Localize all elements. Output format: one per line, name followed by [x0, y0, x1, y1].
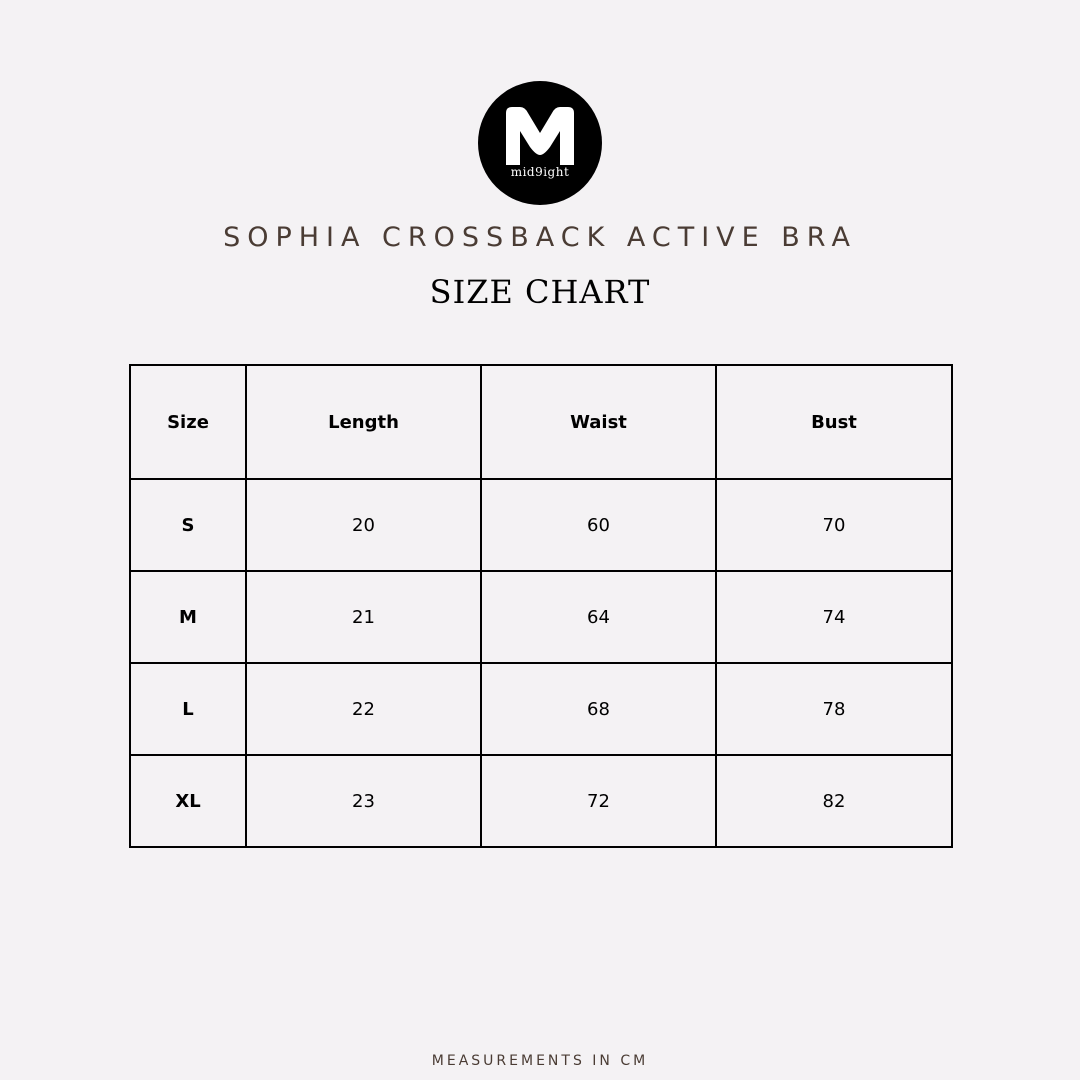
table-header-row	[130, 365, 952, 479]
bust-cell: 78	[716, 663, 952, 755]
bust-cell: 74	[716, 571, 952, 663]
logo-m-mark-icon	[478, 81, 602, 205]
table-row	[130, 663, 952, 755]
waist-cell: 64	[481, 571, 716, 663]
length-cell: 22	[246, 663, 481, 755]
length-cell: 21	[246, 571, 481, 663]
bust-cell: 82	[716, 755, 952, 847]
column-header-size: Size	[130, 365, 246, 479]
length-cell: 23	[246, 755, 481, 847]
size-cell: L	[130, 663, 246, 755]
waist-cell: 60	[481, 479, 716, 571]
size-cell: XL	[130, 755, 246, 847]
bust-cell: 70	[716, 479, 952, 571]
table-row	[130, 755, 952, 847]
column-header-waist: Waist	[481, 365, 716, 479]
page-title: SIZE CHART	[429, 273, 651, 311]
product-title: SOPHIA CROSSBACK ACTIVE BRA	[223, 222, 857, 253]
size-cell: M	[130, 571, 246, 663]
length-cell: 20	[246, 479, 481, 571]
size-cell: S	[130, 479, 246, 571]
logo-wordmark: mid9ight	[510, 165, 570, 179]
column-header-length: Length	[246, 365, 481, 479]
table-row	[130, 571, 952, 663]
size-chart-table	[129, 364, 953, 848]
waist-cell: 68	[481, 663, 716, 755]
measurement-unit-note: MEASUREMENTS IN CM	[431, 1053, 649, 1069]
table-row	[130, 479, 952, 571]
brand-logo	[478, 81, 602, 205]
waist-cell: 72	[481, 755, 716, 847]
column-header-bust: Bust	[716, 365, 952, 479]
